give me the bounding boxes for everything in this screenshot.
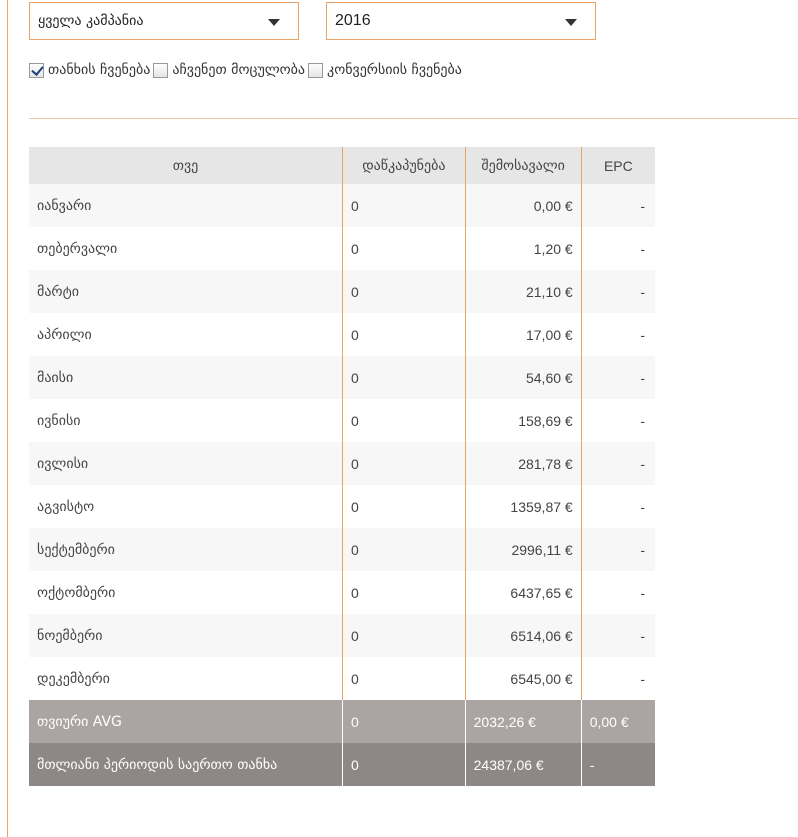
month-cell: იანვარი — [29, 184, 343, 227]
epc-cell: - — [581, 485, 655, 528]
month-cell: აპრილი — [29, 313, 343, 356]
show-cost-option[interactable] — [29, 62, 150, 78]
month-cell: ივნისი — [29, 399, 343, 442]
show-conversion-checkbox[interactable] — [308, 63, 323, 78]
table-row — [29, 270, 655, 313]
clicks-cell: 0 — [343, 399, 466, 442]
campaign-select[interactable] — [29, 2, 299, 40]
show-volume-label: აჩვენეთ მოცულობა — [172, 62, 306, 78]
clicks-cell: 0 — [343, 184, 466, 227]
revenue-cell: 281,78 € — [465, 442, 581, 485]
table-row — [29, 399, 655, 442]
revenue-cell: 54,60 € — [465, 356, 581, 399]
column-header-month[interactable]: თვე — [29, 147, 343, 184]
section-divider — [29, 118, 798, 119]
epc-cell: - — [581, 227, 655, 270]
revenue-cell: 17,00 € — [465, 313, 581, 356]
avg-row-epc: 0,00 € — [581, 700, 655, 743]
clicks-cell: 0 — [343, 485, 466, 528]
table-row — [29, 485, 655, 528]
epc-cell: - — [581, 270, 655, 313]
table-header-row — [29, 147, 655, 184]
avg-row-revenue: 2032,26 € — [465, 700, 581, 743]
table-row — [29, 614, 655, 657]
revenue-cell: 6437,65 € — [465, 571, 581, 614]
show-volume-option[interactable] — [153, 62, 305, 78]
show-volume-checkbox[interactable] — [153, 63, 168, 78]
year-select-value: 2016 — [335, 12, 371, 29]
month-cell: დეკემბერი — [29, 657, 343, 700]
month-cell: აგვისტო — [29, 485, 343, 528]
revenue-cell: 21,10 € — [465, 270, 581, 313]
epc-cell: - — [581, 528, 655, 571]
month-cell: ნოემბერი — [29, 614, 343, 657]
avg-row-clicks: 0 — [343, 700, 466, 743]
revenue-cell: 1,20 € — [465, 227, 581, 270]
revenue-cell: 6545,00 € — [465, 657, 581, 700]
column-header-revenue[interactable]: შემოსავალი — [465, 147, 581, 184]
table-row — [29, 657, 655, 700]
table-row — [29, 571, 655, 614]
year-select[interactable] — [326, 2, 596, 40]
chevron-down-icon — [268, 19, 280, 26]
show-cost-checkbox[interactable] — [29, 63, 44, 78]
total-row-label: მთლიანი პერიოდის საერთო თანხა — [29, 743, 343, 786]
show-conversion-option[interactable] — [308, 62, 462, 78]
epc-cell: - — [581, 184, 655, 227]
display-options — [29, 62, 465, 78]
month-cell: თებერვალი — [29, 227, 343, 270]
chevron-down-icon — [565, 19, 577, 26]
total-row — [29, 743, 655, 786]
table-row — [29, 442, 655, 485]
clicks-cell: 0 — [343, 528, 466, 571]
show-cost-label: თანხის ჩვენება — [48, 62, 151, 78]
show-conversion-label: კონვერსიის ჩვენება — [327, 62, 462, 78]
total-row-clicks: 0 — [343, 743, 466, 786]
clicks-cell: 0 — [343, 614, 466, 657]
clicks-cell: 0 — [343, 227, 466, 270]
column-header-epc[interactable]: EPC — [581, 147, 655, 184]
table-row — [29, 528, 655, 571]
month-cell: ივლისი — [29, 442, 343, 485]
clicks-cell: 0 — [343, 442, 466, 485]
clicks-cell: 0 — [343, 270, 466, 313]
avg-row-label: თვიური AVG — [29, 700, 343, 743]
epc-cell: - — [581, 614, 655, 657]
campaign-select-value: ყველა კამპანია — [38, 13, 144, 29]
revenue-cell: 158,69 € — [465, 399, 581, 442]
month-cell: მარტი — [29, 270, 343, 313]
column-header-clicks[interactable]: დაწკაპუნება — [343, 147, 466, 184]
clicks-cell: 0 — [343, 313, 466, 356]
epc-cell: - — [581, 571, 655, 614]
clicks-cell: 0 — [343, 356, 466, 399]
clicks-cell: 0 — [343, 571, 466, 614]
revenue-cell: 2996,11 € — [465, 528, 581, 571]
epc-cell: - — [581, 313, 655, 356]
clicks-cell: 0 — [343, 657, 466, 700]
epc-cell: - — [581, 356, 655, 399]
month-cell: მაისი — [29, 356, 343, 399]
month-cell: ოქტომბერი — [29, 571, 343, 614]
month-cell: სექტემბერი — [29, 528, 343, 571]
monthly-stats-table — [29, 147, 655, 786]
revenue-cell: 0,00 € — [465, 184, 581, 227]
left-divider — [7, 0, 8, 837]
revenue-cell: 1359,87 € — [465, 485, 581, 528]
total-row-epc: - — [581, 743, 655, 786]
table-row — [29, 227, 655, 270]
epc-cell: - — [581, 442, 655, 485]
total-row-revenue: 24387,06 € — [465, 743, 581, 786]
table-row — [29, 356, 655, 399]
table-row — [29, 184, 655, 227]
table-row — [29, 313, 655, 356]
epc-cell: - — [581, 657, 655, 700]
epc-cell: - — [581, 399, 655, 442]
avg-row — [29, 700, 655, 743]
revenue-cell: 6514,06 € — [465, 614, 581, 657]
